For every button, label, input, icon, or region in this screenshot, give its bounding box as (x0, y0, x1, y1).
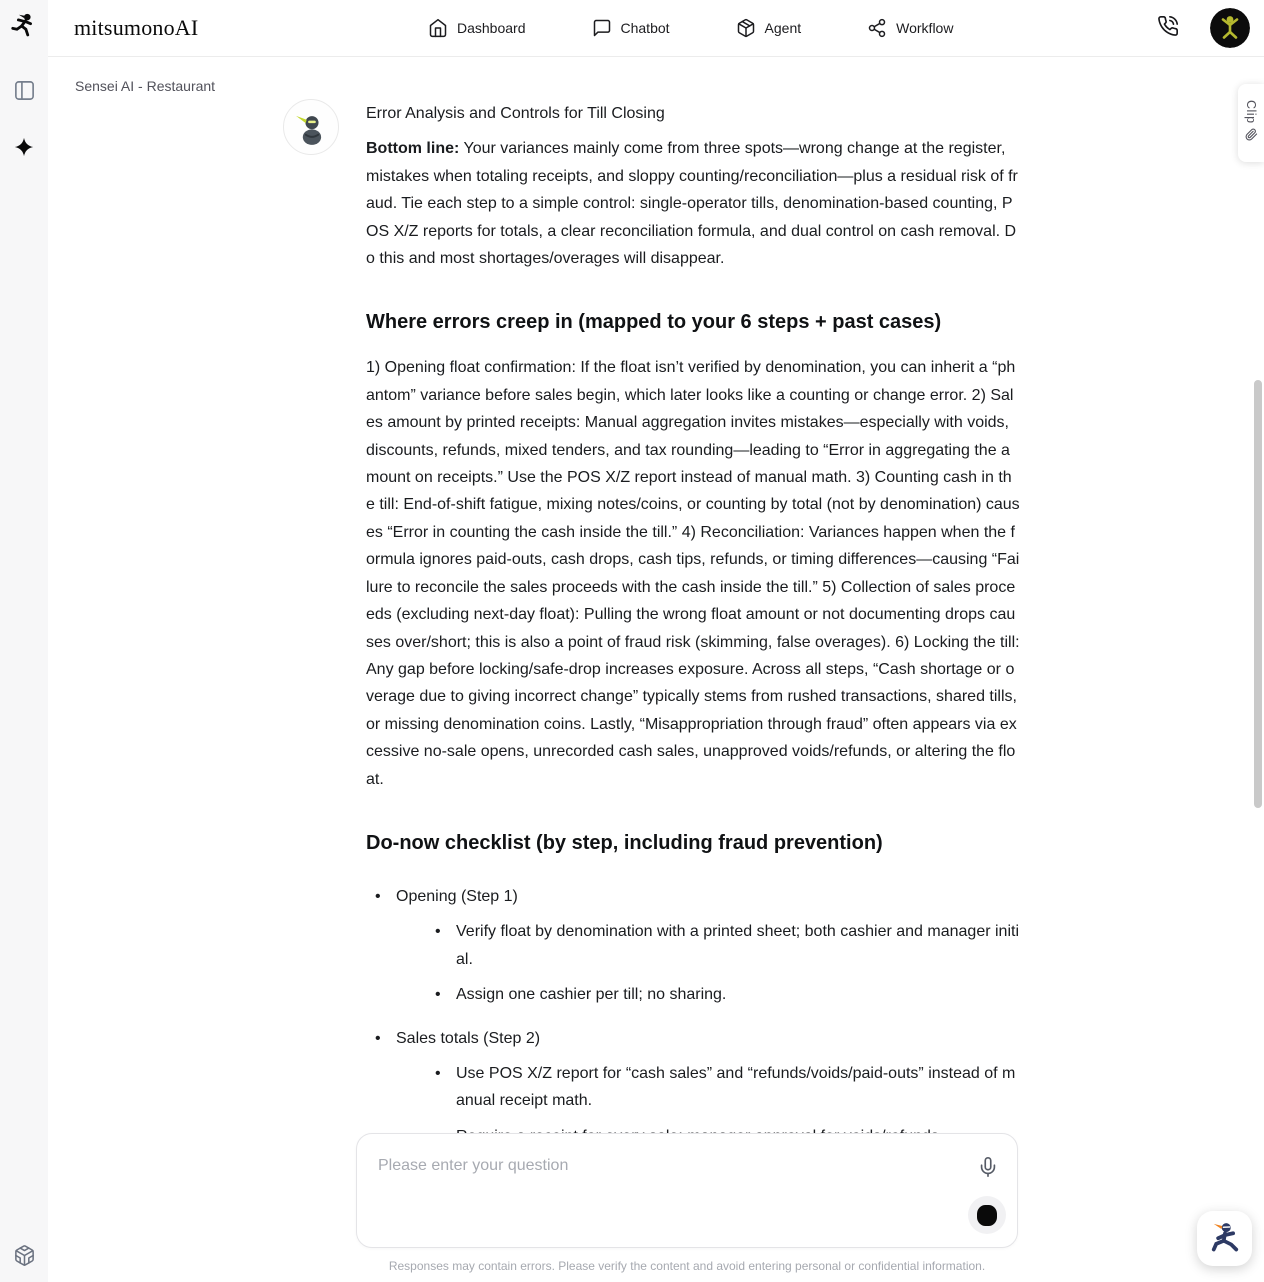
paperclip-icon (1245, 128, 1258, 146)
section-heading-checklist: Do-now checklist (by step, including fraud prevention) (366, 831, 883, 854)
clip-tab-label: Clip (1244, 99, 1258, 124)
disclaimer-text: Responses may contain errors. Please verify the content and avoid entering personal or confidential information. (388, 1259, 986, 1273)
nav-label: Workflow (896, 20, 954, 36)
clip-tab[interactable] (1238, 84, 1264, 162)
checklist-group (366, 883, 1020, 1009)
sandbox-button[interactable] (8, 1242, 40, 1274)
package-cube-icon (736, 18, 756, 38)
nav-item-dashboard[interactable] (428, 18, 526, 38)
nav-label: Chatbot (620, 20, 670, 36)
toggle-sidebar-button[interactable] (8, 77, 40, 109)
user-avatar[interactable] (1210, 8, 1250, 48)
checklist-item: • Verify float by denomination with a printed sheet; both cashier and manager initial. (396, 918, 1020, 973)
nav-item-chatbot[interactable] (592, 18, 670, 38)
checklist-group-label: Opening (Step 1) (396, 887, 518, 905)
section-heading-errors: Where errors creep in (mapped to your 6 steps + past cases) (366, 311, 942, 334)
phone-call-icon (1157, 15, 1179, 42)
codesandbox-cube-icon (13, 1244, 36, 1272)
nav-label: Agent (764, 20, 802, 36)
home-icon (428, 18, 448, 38)
share-network-icon (867, 18, 887, 38)
new-chat-button[interactable] (8, 133, 40, 165)
composer (356, 1133, 1018, 1248)
sparkle-icon (13, 136, 35, 163)
question-input[interactable] (357, 1134, 1017, 1247)
top-navbar (0, 0, 1264, 57)
nav-item-agent[interactable] (736, 18, 802, 38)
navbar-right (1156, 0, 1250, 56)
nav-label: Dashboard (457, 20, 526, 36)
bottom-line-text: Your variances mainly come from three spots—wrong change at the register, mistakes when totaling receipts, and sloppy counting/reconciliation—plus a residual risk of fraud. Tie each step to a simple control: single-operator tills, denomination-based counting, POS X/Z reports for totals, a clear reconciliation formula, and dual control on cash removal. Do this and most shortages/overages will disappear. (366, 140, 1018, 268)
assistant-float-button[interactable] (1197, 1211, 1252, 1266)
checklist-group-label: Sales totals (Step 2) (396, 1029, 541, 1047)
checklist-subitems (396, 918, 1020, 1008)
ninja-assistant-icon (1205, 1217, 1245, 1260)
assistant-avatar (283, 99, 339, 155)
checklist-item: • Assign one cashier per till; no sharing. (396, 981, 1020, 1008)
checklist-item: • Use POS X/Z report for “cash sales” and “refunds/voids/paid-outs” instead of manual receipt math. (396, 1060, 1020, 1115)
checklist (366, 883, 1020, 1150)
microphone-button[interactable] (976, 1157, 1000, 1181)
stop-icon (977, 1205, 997, 1226)
brand-name: mitsumonoAI (74, 15, 199, 40)
ninja-logo-icon (9, 11, 39, 46)
microphone-icon (977, 1156, 999, 1183)
chat-bubble-icon (592, 18, 612, 38)
section-body-errors: 1) Opening float confirmation: If the float isn’t verified by denomination, you can inherit a “phantom” variance before sales begin, which later looks like a counting or change error. 2) Sales amount by printed receipts: Manual aggregation invites mistakes—especially with voids, discounts, refunds, mixed tenders, and tax rounding—leading to “Error in aggregating the amount on receipts.” Use the POS X/Z report instead of manual math. 3) Counting cash in the till: End-of-shift fatigue, mixing notes/coins, or counting by total (not by denomination) causes “Error in counting the cash inside the till.” 4) Reconciliation: Variances happen when the formula ignores paid-outs, cash drops, cash tips, refunds, or timing differences—causing “Failure to reconcile the sales proceeds with the cash inside the till.” 5) Collection of sales proceeds (excluding next-day float): Pulling the wrong float amount or not documenting drops causes over/short; this is also a point of fraud risk (skimming, false overages). 6) Locking the till: Any gap before locking/safe-drop increases exposure. Across all steps, “Cash shortage or overage due to giving incorrect change” typically stems from rushed transactions, shared tills, or missing denomination coins. Lastly, “Misappropriation through fraud” often appears via excessive no-sale opens, unrecorded cash sales, unapproved voids/refunds, or altering the float. (366, 359, 1020, 788)
main-nav (428, 0, 953, 56)
voice-call-button[interactable] (1156, 16, 1180, 40)
scrollbar-thumb[interactable] (1254, 380, 1262, 808)
panel-left-icon (13, 79, 36, 107)
stop-generating-button[interactable] (968, 1196, 1006, 1234)
bottom-line-label: Bottom line: (366, 140, 460, 158)
message-bottom-line (366, 135, 1020, 272)
checklist-group (366, 1025, 1020, 1151)
nav-item-workflow[interactable] (867, 18, 953, 38)
conversation-title: Sensei AI - Restaurant (75, 78, 216, 94)
message-title: Error Analysis and Controls for Till Closing (366, 105, 665, 122)
brand-logo-button[interactable] (0, 0, 48, 57)
assistant-message (366, 100, 1020, 1166)
left-rail (0, 57, 48, 1282)
chat-area (48, 57, 1264, 1282)
